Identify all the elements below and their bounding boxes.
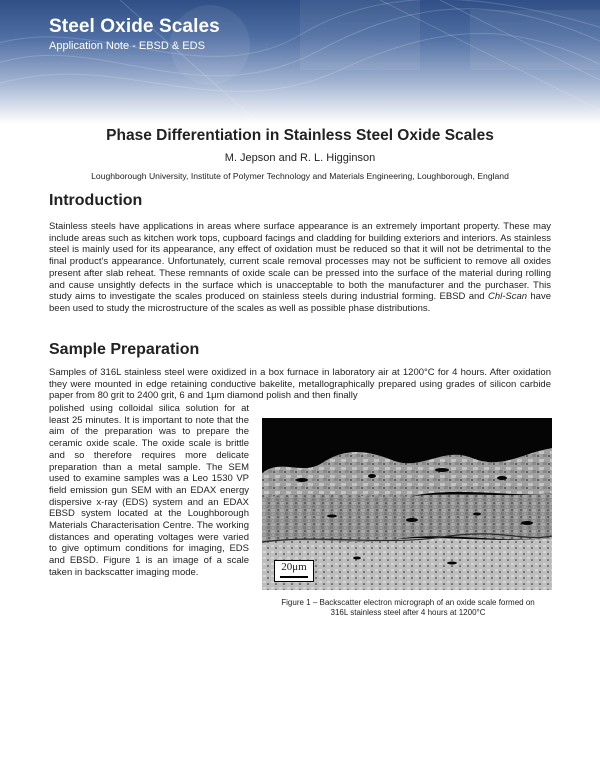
authors: M. Jepson and R. L. Higginson [224, 152, 376, 164]
affiliation: Loughborough University, Institute of Polymer Technology and Materials Engineering, Loughborough, England [91, 171, 509, 181]
scale-bar-label: 20μm [281, 561, 307, 573]
sample-preparation-wrapped-paragraph: polished using colloidal silica solution for at least 25 minutes. It is important to note that the aim of the preparation was to prepare the ceramic oxide scale. The oxide scale is brittle and so therefore requires more delicate preparation than a metal sample. The SEM used to examine samples was a Leo 1530 VP field emission gun SEM with an EDAX energy dispersive x-ray (EDS) system and an EDAX EBSD system located at the Loughborough Materials Characterisation Centre. The working distances and operating voltages were varied to give optimum conditions for imaging, EDS and EBSD. Figure 1 is an image of a scale taken in backscatter imaging mode. [49, 403, 249, 578]
scale-bar-line [280, 576, 308, 578]
introduction-text-after: have been used to study the microstructure of the scales as well as possible phase distributions. [49, 291, 551, 314]
figure-1-micrograph [262, 418, 552, 590]
figure-1-caption [258, 598, 558, 618]
software-name: Chl-Scan [487, 291, 528, 303]
scale-bar [274, 560, 314, 582]
introduction-paragraph [49, 221, 551, 315]
sample-preparation-paragraph: Samples of 316L stainless steel were oxidized in a box furnace in laboratory air at 1200°C for 4 hours. After oxidation they were mounted in edge retaining conductive bakelite, metallographically prepared using grades of silicon carbide paper from 80 grit to 2400 grit, 6 and 1μm diamond polish and then finally [49, 367, 551, 402]
introduction-heading: Introduction [49, 192, 143, 209]
header-banner [0, 0, 600, 124]
sample-preparation-heading: Sample Preparation [49, 341, 200, 358]
introduction-text-before: Stainless steels have applications in areas where surface appearance is an extremely important property. These may include areas such as kitchen work tops, cupboard facings and cladding for building exteriors and interiors. As stainless steel is mainly used for its appearance, any effect of oxidation must be reduced so that it will not be detrimental to the final product’s appearance. Unfortunately, current scale removal processes may not be sufficient to remove all oxides present after slab reheat. These remnants of oxide scale can be pressed into the surface of the material during rolling and cause unsightly defects in the surface which is unacceptable to both the manufacturer and the purchaser. This study aims to investigate the scales produced on stainless steels during industrial forming. EBSD and [49, 221, 551, 303]
caption-line-2: 316L stainless steel after 4 hours at 1200°C [330, 608, 486, 617]
banner-subtitle: Application Note - EBSD & EDS [49, 40, 205, 52]
caption-line-1: Figure 1 – Backscatter electron micrograph of an oxide scale formed on [281, 598, 535, 607]
banner-title: Steel Oxide Scales [49, 16, 220, 37]
document-title: Phase Differentiation in Stainless Steel Oxide Scales [106, 127, 494, 144]
